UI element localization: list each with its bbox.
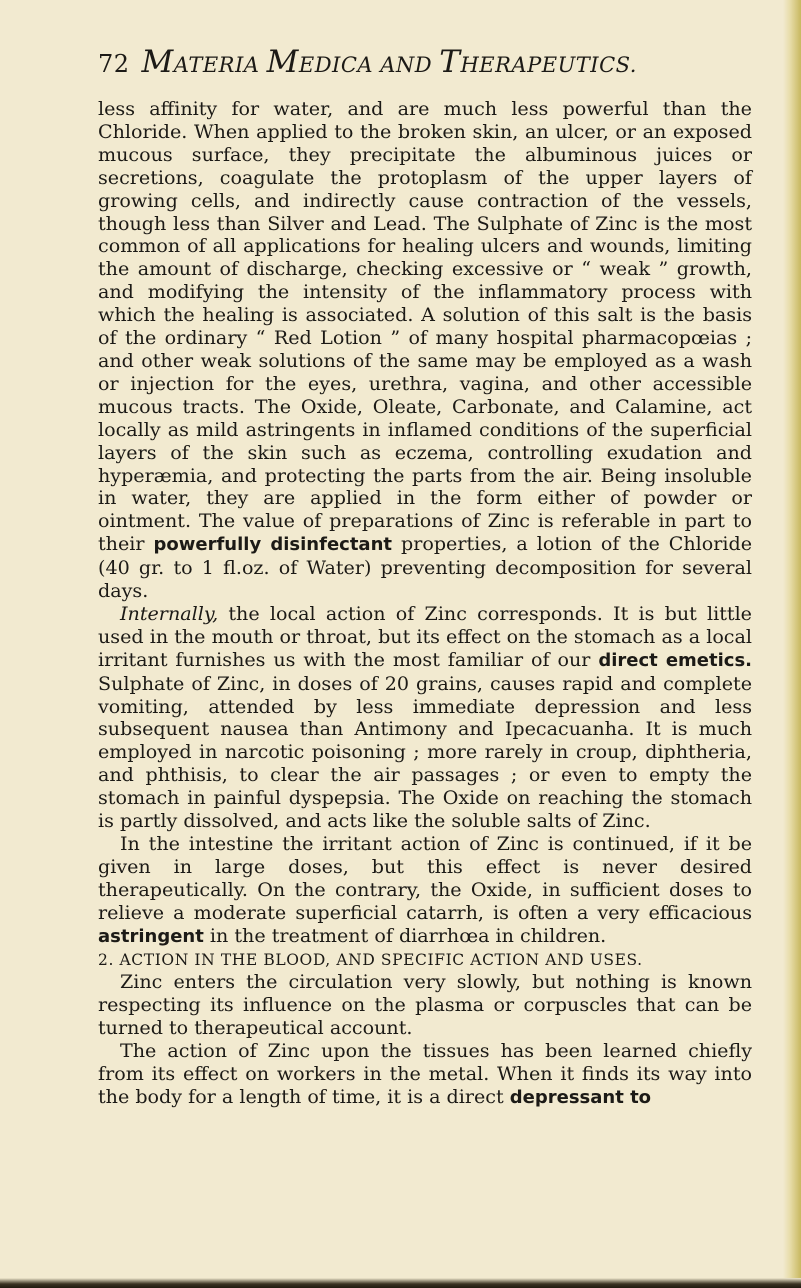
paragraph-text: properties, a lotion of the Chloride (40 gr. to 1 fl.oz. of Water) preventing decomposition for several days. (98, 532, 752, 603)
section-heading: 2. ACTION IN THE BLOOD, AND SPECIFIC ACTION AND USES. (98, 950, 643, 969)
paragraph-text: Sulphate of Zinc, in doses of 20 grains, causes rapid and complete vomiting, attended by less immediate depression and less subsequent nausea than Antimony and Ipecacuanha. It is much employed in narcotic poisoning ; more rarely in croup, diphtheria, and phthisis, to clear the air passages ; or even to empty the stomach in painful dyspepsia. The Oxide on reaching the stomach is partly dissolved, and acts like the soluble salts of Zinc. (98, 671, 752, 833)
title-part-ateria: ATERIA (173, 53, 267, 77)
paragraph-text: less affinity for water, and are much less powerful than the Chloride. When applied to the broken skin, an ulcer, or an exposed mucous surface, they precipitate the albuminous juices or secretions, coagulate the protoplasm of the upper layers of growing cells, and indirectly cause contraction of the vessels, though less than Silver and Lead. The Sulphate of Zinc is the most common of all applications for healing ulcers and wounds, limiting the amount of discharge, checking excessive or “ weak ” growth, and modifying the intensity of the inflammatory process with which the healing is associated. A solution of this salt is the basis of the ordinary “ Red Lotion ” of many hospital pharmacopœias ; and other weak solutions of the same may be employed as a wash or injection for the eyes, urethra, vagina, and other accessible mucous tracts. The Oxide, Oleate, Carbonate, and Calamine, act locally as mild astringents in inflamed conditions of the superficial layers of the skin such as eczema, controlling exudation and hyperæmia, and protecting the parts from the air. Being insoluble in water, they are applied in the form either of powder or ointment. The value of preparations of Zinc is referable in part to their (98, 97, 752, 556)
bottom-edge-shadow (0, 1278, 801, 1288)
paragraph-intestine (98, 833, 752, 949)
paragraph-local-action (98, 98, 752, 603)
paragraph-text: In the intestine the irritant action of Zinc is continued, if it be given in large doses, but this effect is never desired therapeutically. On the contrary, the Oxide, in sufficient doses to relieve a moderate superficial catarrh, is often a very efficacious (98, 832, 752, 924)
title-part-herapeutics: HERAPEUTICS. (460, 53, 637, 77)
page-number: 72 (98, 50, 130, 78)
running-header (98, 44, 738, 80)
bold-term-disinfectant: powerfully disinfectant (153, 534, 392, 556)
page-body (98, 98, 752, 1110)
italic-term-internally: Internally, (120, 601, 219, 625)
page-edge-shadow (783, 0, 801, 1288)
paragraph-internally (98, 603, 752, 833)
paragraph-text: the local action of Zinc corresponds. It is but little used in the mouth or throat, but its effect on the stomach as a local irritant furnishes us with the most familiar of our (98, 601, 752, 671)
title-initial-m1: M (141, 44, 174, 80)
bold-term-depressant: depressant to (509, 1086, 652, 1108)
paragraph-text: in the treatment of diarrhœa in children. (203, 923, 607, 947)
title-initial-t: T (439, 44, 461, 80)
title-initial-m2: M (266, 44, 299, 80)
paragraph-circulation: Zinc enters the circulation very slowly, but nothing is known respecting its influence on the plasma or corpuscles that can be turned to therapeutical account. (98, 970, 752, 1040)
bold-term-emetics: direct emetics. (598, 649, 752, 671)
title-part-edica: EDICA AND (298, 53, 440, 77)
paragraph-text: The action of Zinc upon the tissues has been learned chiefly from its effect on workers in the metal. When it finds its way into the body for a length of time, it is a direct (98, 1039, 752, 1108)
bold-term-astringent: astringent (98, 925, 204, 947)
paragraph-tissues (98, 1040, 752, 1110)
